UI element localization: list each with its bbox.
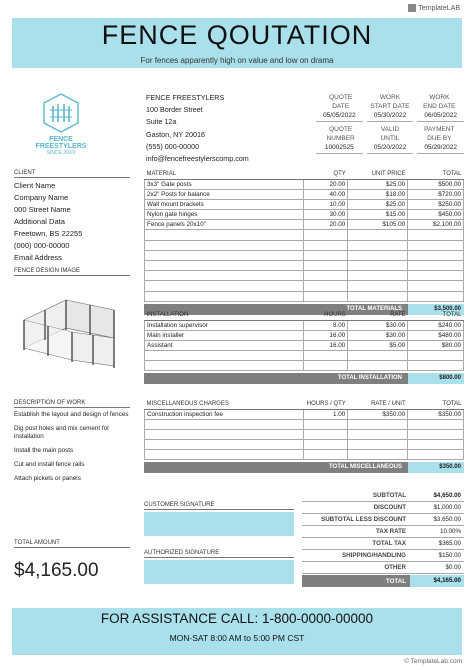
payment-header: PAYMENT [424,126,455,134]
material-cell: $25.00 [348,179,408,189]
material-cell: Fence panels 20x10" [145,220,304,230]
material-cell [145,261,304,271]
material-cell [348,240,408,250]
material-row [145,250,464,260]
misc-cell [145,450,304,460]
material-row [145,271,464,281]
material-cell [348,261,408,271]
installation-cell: $80.00 [408,340,464,350]
misc-cell [408,440,464,450]
installation-cell: $240.00 [408,320,464,330]
brand-text: TemplateLAB [418,4,460,12]
payment-due-value: 05/29/2022 [417,143,464,154]
installation-total-bar [144,373,464,384]
material-col-header: MATERIAL [145,170,304,179]
material-row [145,261,464,271]
material-cell [408,271,464,281]
material-cell: 10.00 [304,199,348,209]
total-tax-value: $365.00 [438,540,461,547]
customer-signature-section [144,502,294,536]
unit-price-col-header: UNIT PRICE [348,170,408,179]
company-details [146,92,249,165]
materials-table [144,170,464,302]
material-cell [408,291,464,301]
company-email: info@fencefreestylerscomp.com [146,154,249,164]
material-cell: $250.00 [408,199,464,209]
material-cell [304,250,348,260]
misc-col-header: MISCELLANEOUS CHARGES [145,400,304,409]
installation-cell: Installation supervisor [145,320,304,330]
summary-row [302,550,464,562]
material-cell [304,271,348,281]
summary-row [302,514,464,526]
material-cell: $15.00 [348,210,408,220]
company-city: Gaston, NY 20016 [146,129,206,139]
company-logo [28,92,94,156]
installation-cell: 16.00 [304,340,348,350]
client-name: Client Name [14,181,56,190]
misc-cell [408,429,464,439]
installation-cell: Assistant [145,340,304,350]
authorized-signature-section [144,550,294,584]
client-email: Email Address [14,253,62,262]
shipping-value: $150.00 [438,552,461,559]
total-amount-label: TOTAL AMOUNT [14,540,130,548]
misc-section [144,400,464,473]
installation-cell: Main installer [145,330,304,340]
misc-qty-col-header: HOURS / QTY [304,400,348,409]
misc-table [144,400,464,460]
installation-row [145,351,464,361]
material-cell: 3x3" Gate posts [145,179,304,189]
material-cell [145,240,304,250]
misc-cell: 1.00 [304,409,348,419]
logo-since: SINCE 20XX [46,150,76,156]
material-cell [145,291,304,301]
misc-cell [304,450,348,460]
company-name: FENCE FREESTYLERS [146,93,225,102]
installation-table [144,311,464,371]
misc-total-label: TOTAL MISCELLANEOUS [144,462,408,473]
work-end-header-2: END DATE [423,102,456,110]
misc-cell [348,419,408,429]
material-cell [304,291,348,301]
summary-row [302,502,464,514]
subtotal-less-discount-label: SUBTOTAL LESS DISCOUNT [321,516,406,523]
misc-cell [348,440,408,450]
installation-cell: $30.00 [348,320,408,330]
client-city: Freetown, BS 22255 [14,229,83,238]
installation-row [145,330,464,340]
material-cell [408,281,464,291]
misc-cell [408,450,464,460]
logo-name: FENCE FREESTYLERS [35,136,87,150]
installation-row [145,361,464,371]
installation-section [144,311,464,384]
installation-total-value: $800.00 [408,373,464,384]
misc-cell [348,450,408,460]
misc-row [145,440,464,450]
subtotal-value: $4,650.00 [433,492,461,499]
rate-col-header: RATE [348,311,408,320]
misc-row [145,429,464,439]
material-cell: 40.00 [304,189,348,199]
installation-cell [408,351,464,361]
material-row [145,220,464,230]
other-value: $0.00 [445,564,461,571]
subtotal-label: SUBTOTAL [372,492,406,499]
installation-cell: 16.00 [304,330,348,340]
design-section [14,268,130,381]
payment-header-2: DUE BY [427,134,452,142]
misc-cell [348,429,408,439]
misc-cell [145,440,304,450]
misc-total-col-header: TOTAL [408,400,464,409]
grand-total-label: TOTAL [385,577,406,585]
misc-cell [304,419,348,429]
material-row [145,210,464,220]
material-cell: Wall mount brackets [145,199,304,209]
misc-cell: $350.00 [348,409,408,419]
quote-date-header: QUOTE [329,94,353,101]
material-cell: 2x2" Posts for balance [145,189,304,199]
material-cell: $25.00 [348,199,408,209]
installation-row [145,340,464,350]
installation-row [145,320,464,330]
client-company: Company Name [14,193,69,202]
misc-row [145,409,464,419]
material-cell [145,250,304,260]
misc-cell [145,429,304,439]
shipping-label: SHIPPING/HANDLING [342,552,406,559]
material-cell [304,230,348,240]
material-row [145,189,464,199]
material-cell [408,240,464,250]
material-cell [408,261,464,271]
company-address1: 100 Border Street [146,105,203,115]
discount-label: DISCOUNT [373,504,406,511]
installation-cell: $30.00 [348,330,408,340]
material-cell [348,281,408,291]
misc-cell [145,419,304,429]
brand-logo [408,4,460,12]
material-row [145,291,464,301]
install-total-col-header: TOTAL [408,311,464,320]
material-cell [408,250,464,260]
subtotal-less-discount-value: $3,650.00 [433,516,461,523]
installation-cell [304,361,348,371]
material-cell [304,240,348,250]
summary-row [302,490,464,502]
assistance-call: FOR ASSISTANCE CALL: 1-800-0000-00000 [100,611,374,626]
valid-header: VALID [380,126,400,134]
misc-cell [304,440,348,450]
summary-row [302,538,464,550]
installation-cell [304,351,348,361]
material-cell [348,291,408,301]
misc-cell [304,429,348,439]
description-item-5: Attach pickets or panels [14,475,81,482]
quote-number-header-2: NUMBER [326,134,355,142]
customer-signature-box[interactable] [144,512,294,536]
total-amount-value: $4,165.00 [14,560,99,581]
footer-credit: © TemplateLab.com [404,658,462,665]
material-cell [145,230,304,240]
summary-row [302,562,464,574]
description-section [14,400,130,489]
material-cell: $720.00 [408,189,464,199]
installation-cell [408,361,464,371]
description-label: DESCRIPTION OF WORK [14,400,130,408]
material-cell [145,281,304,291]
total-amount-section [14,540,130,582]
document-title: FENCE QOUTATION [101,20,373,50]
material-row [145,230,464,240]
summary-row [302,526,464,538]
client-additional: Additional Data [14,217,65,226]
quote-number-header: QUOTE [329,126,353,134]
document-subtitle: For fences apparently high on value and low on drama [140,56,334,65]
materials-total-value: $3,500.00 [408,304,464,315]
quote-date-value: 05/05/2022 [316,111,363,122]
material-cell: $450.00 [408,210,464,220]
material-row [145,281,464,291]
work-start-header-2: START DATE [370,102,410,110]
templatelab-icon [408,4,416,12]
description-item-1: Establish the layout and design of fences [14,411,129,418]
material-cell: 30.00 [304,210,348,220]
grand-total-value: $4,165.00 [410,575,464,587]
work-end-value: 06/05/2022 [417,111,464,122]
other-label: OTHER [384,564,406,571]
installation-cell: 8.00 [304,320,348,330]
tax-rate-value: 10.00% [440,528,461,535]
total-tax-label: TOTAL TAX [372,540,406,547]
work-start-header: WORK [379,94,401,101]
misc-cell: Construction inspection fee [145,409,304,419]
business-hours: MON-SAT 8:00 AM to 5:00 PM CST [169,633,305,643]
client-phone: (000) 000-00000 [14,241,70,250]
company-address2: Suite 12a [146,117,177,127]
misc-rate-col-header: RATE / UNIT [348,400,408,409]
tax-rate-label: TAX RATE [375,528,406,535]
misc-total-value: $350.00 [408,462,464,473]
installation-cell [145,351,304,361]
design-label: FENCE DESIGN IMAGE [14,268,130,276]
installation-col-header: INSTALLATION [145,311,304,320]
misc-row [145,450,464,460]
qty-col-header: QTY [304,170,348,179]
work-start-value: 05/30/2022 [367,111,414,122]
customer-signature-label: CUSTOMER SIGNATURE [144,502,294,510]
installation-cell: $5.00 [348,340,408,350]
quote-info [316,94,464,154]
materials-section [144,170,464,315]
material-cell: $105.00 [348,220,408,230]
hours-col-header: HOURS [304,311,348,320]
material-row [145,199,464,209]
material-cell: $500.00 [408,179,464,189]
quote-date-header-2: DATE [332,102,350,110]
description-item-2: Dig post holes and mix cement for installation [14,425,110,440]
fence-design-image [14,280,130,376]
misc-cell: $350.00 [408,409,464,419]
installation-cell: $480.00 [408,330,464,340]
material-cell [348,250,408,260]
summary [302,490,464,587]
total-col-header: TOTAL [408,170,464,179]
materials-total-label: TOTAL MATERIALS [144,304,408,315]
hexagon-fence-icon [41,92,81,134]
installation-cell [145,361,304,371]
material-cell [304,261,348,271]
material-cell [408,230,464,240]
misc-row [145,419,464,429]
quote-number-value: 10002525 [316,143,363,154]
company-phone: (555) 000-00000 [146,141,200,151]
material-cell: 20.00 [304,179,348,189]
material-cell: 20.00 [304,220,348,230]
material-cell [348,230,408,240]
misc-total-bar [144,462,464,473]
client-label: CLIENT [14,170,130,178]
material-cell: Nylon gate hinges [145,210,304,220]
client-section [14,170,130,264]
installation-cell [348,351,408,361]
valid-until-value: 05/20/2022 [367,143,414,154]
material-cell: $2,100.00 [408,220,464,230]
work-end-header: WORK [429,94,450,101]
authorized-signature-label: AUTHORIZED SIGNATURE [144,550,294,558]
description-item-4: Cut and install fence rails [14,461,85,468]
material-cell [145,271,304,281]
material-row [145,240,464,250]
material-cell [304,281,348,291]
installation-total-label: TOTAL INSTALLATION [144,373,408,384]
material-row [145,179,464,189]
discount-value: $1,000.00 [433,504,461,511]
description-item-3: Install the main posts [14,447,74,454]
grand-total-row [302,575,464,587]
valid-header-2: UNTIL [380,134,400,142]
installation-cell [348,361,408,371]
misc-cell [408,419,464,429]
material-cell: $18.00 [348,189,408,199]
authorized-signature-box[interactable] [144,560,294,584]
client-street: 000 Street Name [14,205,71,214]
material-cell [348,271,408,281]
